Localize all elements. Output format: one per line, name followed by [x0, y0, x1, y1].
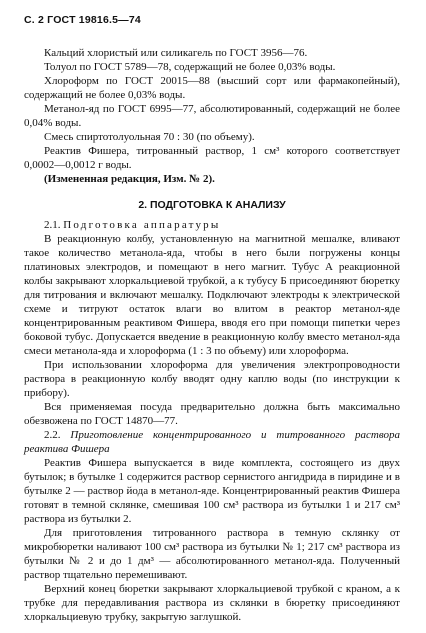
paragraph: Реактив Фишера выпускается в виде комплекта, состоящего из двух бутылок; в бутылке 1 содержится раствор сернистого ангидрида в пиридине и в бутылке 2 — раствор йода в метанол-яде. Концентрированный реактив Фишера готовят в темной склянке, смешивая 100 см³ раствора из бутылки 1 и 217 см³ раствора из бутылки 2. [24, 457, 400, 525]
paragraph: Реактив Фишера, титрованный раствор, 1 см³ которого соответствует 0,0002—0,0012 г воды. [24, 145, 400, 171]
subsection-title: Приготовление концентрированного и титрованного раствора реактива Фишера [24, 429, 400, 455]
subsection-title: Подготовка аппаратуры [63, 219, 221, 231]
paragraph: Смесь спиртотолуольная 70 : 30 (по объему). [44, 131, 255, 143]
paragraph: Для приготовления титрованного раствора в темную склянку от микробюретки наливают 100 см³ раствора из бутылки № 1; 217 см³ раствора из бутылки № 2 и до 1 дм³ — абсолютированного метанол-яда. Полученный раствор тщательно перемешивают. [24, 527, 400, 581]
paragraph: В реакционную колбу, установленную на магнитной мешалке, вливают такое количество метанола-яда, чтобы в него были погружены концы платиновых электродов, и помещают в него магнит. Тубус А реакционной колбы закрывают хлоркальциевой трубкой, а к тубусу Б присоединяют бюретку для титрования и включают мешалку. Подключают электроды к электрической схеме и титруют остаток влаги во влитом в реактор метанол-яде концентрированным реактивом Фишера, вводя его при помощи пипетки через боковой тубус. Допускается введение в реакционную колбу вместо метанол-яда смеси метанола-яда и хлороформа (1 : 3 по объему) или хлороформа. [24, 233, 400, 357]
section-title: 2. ПОДГОТОВКА К АНАЛИЗУ [138, 199, 286, 211]
revision-note: (Измененная редакция, Изм. № 2). [44, 173, 215, 185]
document-body [24, 46, 400, 624]
paragraph: При использовании хлороформа для увеличения электропроводности раствора в реакционную колбу вводят одну каплю воды (по инструкции к прибору). [24, 359, 400, 399]
subsection-2-2-heading [24, 428, 400, 456]
paragraph: Вся применяемая посуда предварительно должна быть максимально обезвожена по ГОСТ 14870—77. [24, 401, 400, 427]
subsection-number: 2.2. [44, 429, 71, 441]
subsection-number: 2.1. [44, 219, 64, 231]
paragraph: Кальций хлористый или силикагель по ГОСТ 3956—76. [44, 47, 308, 59]
paragraph: Верхний конец бюретки закрывают хлоркальциевой трубкой с краном, а к трубке для передавливания раствора из склянки в бюретку присоединяют хлоркальциевую трубку, закрытую заглушкой. [24, 583, 400, 623]
subsection-2-1-heading [24, 218, 400, 232]
page-header: С. 2 ГОСТ 19816.5—74 [24, 14, 141, 26]
paragraph: Метанол-яд по ГОСТ 6995—77, абсолютированный, содержащий не более 0,04% воды. [24, 103, 400, 129]
paragraph: Хлороформ по ГОСТ 20015—88 (высший сорт или фармакопейный), содержащий не более 0,03% воды. [24, 75, 400, 101]
paragraph: Толуол по ГОСТ 5789—78, содержащий не более 0,03% воды. [44, 61, 336, 73]
